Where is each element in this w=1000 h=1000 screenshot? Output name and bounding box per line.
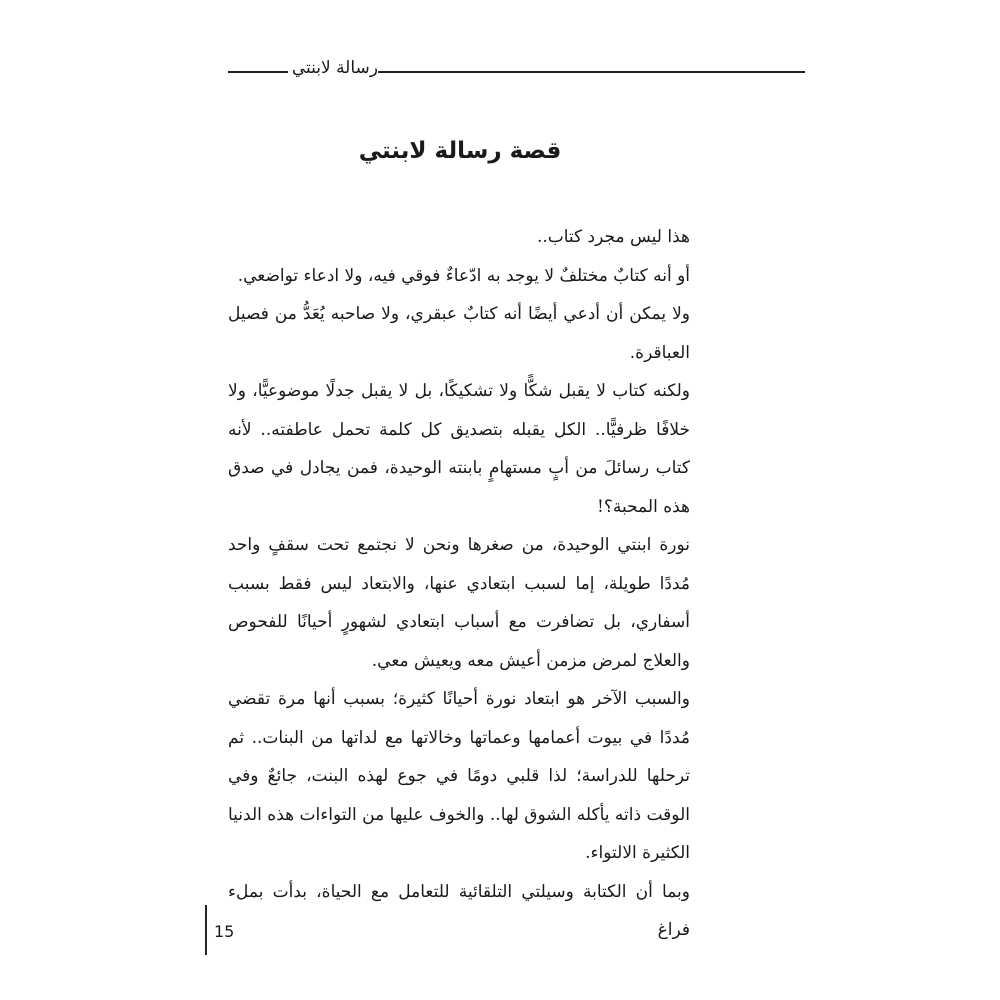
header-rule-long	[378, 71, 805, 73]
running-header	[228, 58, 805, 88]
chapter-title: قصة رسالة لابنتي	[358, 138, 562, 164]
paragraph: ولكنه كتاب لا يقبل شكًّا ولا تشكيكًا، بل لا يقبل جدلًا موضوعيًّا، ولا خلافًا ظرفيًّا.. الكل يقبله بتصديق كل كلمة تحمل عاطفته.. لأنه كتاب رسائلَ من أبٍ مستهامٍ بابنته الوحيدة، فمن يجادل في صدق هذه المحبة؟!	[228, 381, 690, 517]
paragraph: والسبب الآخر هو ابتعاد نورة أحيانًا كثيرة؛ بسبب أنها مرة تقضي مُددًا في بيوت أعمامها وعماتها وخالاتها مع لداتها من البنات.. ثم ترحلها للدراسة؛ لذا قلبي دومًا في جوع لهذه البنت، جائعٌ وفي الوقت ذاته يأكله الشوق لها.. والخوف عليها من التواءات هذه الدنيا الكثيرة الالتواء.	[228, 689, 690, 863]
paragraph: أو أنه كتابٌ مختلفٌ لا يوجد به ادّعاءٌ فوقي فيه، ولا ادعاء تواضعي.	[237, 265, 690, 286]
paragraph: هذا ليس مجرد كتاب..	[536, 227, 690, 247]
running-title: رسالة لابنتي	[291, 58, 378, 78]
header-rule-short	[228, 71, 288, 73]
body-text	[228, 218, 690, 950]
paragraph: ولا يمكن أن أدعي أيضًا أنه كتابٌ عبقري، ولا صاحبه يُعَدُّ من فصيل العباقرة.	[228, 304, 690, 363]
page-number: 15	[214, 922, 235, 941]
paragraph: نورة ابنتي الوحيدة، من صغرها ونحن لا نجتمع تحت سقفٍ واحد مُددًا طويلة، إما لسبب ابتعادي عنها، والابتعاد ليس فقط بسبب أسفاري، بل تضافرت مع أسباب ابتعادي لشهورٍ أحيانًا للفحوص والعلاج لمرض مزمن أعيش معه ويعيش معي.	[228, 535, 690, 671]
footer-rule	[205, 905, 207, 955]
paragraph: وبما أن الكتابة وسيلتي التلقائية للتعامل مع الحياة، بدأت بملء فراغ	[228, 881, 690, 940]
